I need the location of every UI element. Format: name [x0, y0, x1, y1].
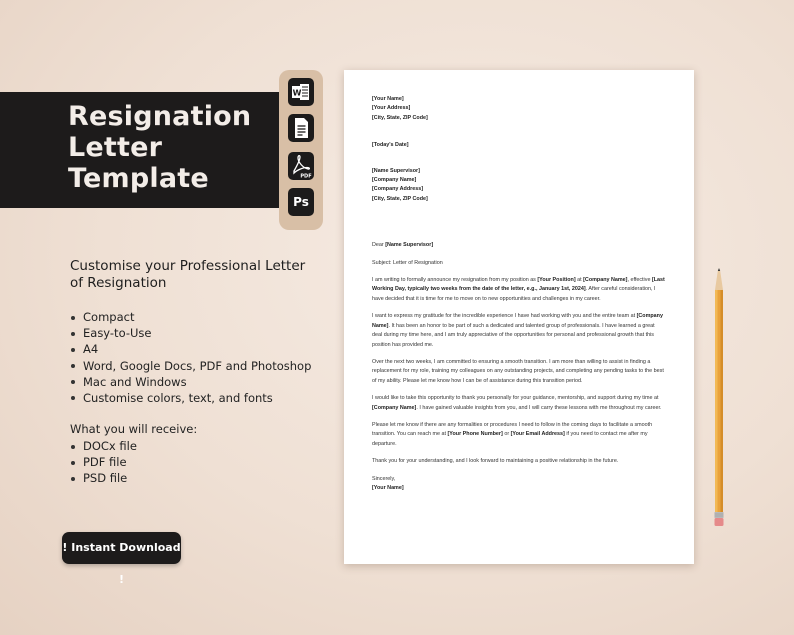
list-item: PSD file [70, 470, 137, 486]
title-line-1: Resignation [68, 101, 252, 132]
recipient-company: [Company Name] [372, 177, 417, 184]
features-list [70, 309, 311, 406]
recipient-address: [Company Address] [372, 186, 424, 193]
paragraph-3: Over the next two weeks, I am committed to ensuring a smooth transition. I am more than willing to assist in finding a replacement for my role, training my colleagues on any outstanding projects, and completing any pending tasks to the best of my ability. Please let me know how I can be of assistance during this transition period. [372, 358, 664, 384]
instant-download-button[interactable]: ! Instant Download ! [62, 532, 181, 564]
svg-text:PDF: PDF [300, 173, 312, 180]
page-title [68, 101, 288, 194]
google-docs-icon [288, 114, 314, 142]
letter-preview [344, 70, 694, 564]
title-line-3: Template [68, 163, 209, 194]
photoshop-icon: Ps [288, 188, 314, 216]
subtitle: Customise your Professional Letter of Resignation [70, 258, 306, 291]
list-item: Easy-to-Use [70, 325, 311, 341]
pencil-icon [713, 268, 725, 528]
closing: Sincerely, [372, 475, 396, 482]
sender-address: [Your Address] [372, 105, 411, 112]
paragraph-4: I would like to take this opportunity to thank you personally for your guidance, mentorship, and support during my time at [Company Name]. I have gained valuable insights from you, and I will carry these lessons with me throughout my career. [372, 395, 662, 411]
list-item: Mac and Windows [70, 374, 311, 390]
pdf-icon [288, 152, 314, 180]
list-item: A4 [70, 341, 311, 357]
list-item: Compact [70, 309, 311, 325]
receive-list [70, 438, 137, 487]
list-item: DOCx file [70, 438, 137, 454]
list-item: Word, Google Docs, PDF and Photoshop [70, 358, 311, 374]
list-item: Customise colors, text, and fonts [70, 390, 311, 406]
recipient-name: [Name Supervisor] [372, 167, 420, 174]
paragraph-2: I want to express my gratitude for the incredible experience I have had working with you and the entire team at [Company Name]. It has been an honor to be part of such a dedicated and talented group of professionals. I have learned a great deal during my time here, and I am truly appreciative of the opportunities for personal and professional growth that this position has provided me. [372, 313, 663, 348]
word-icon [288, 78, 314, 106]
signature: [Your Name] [372, 484, 404, 491]
paragraph-1: I am writing to formally announce my resignation from my position as [Your Position] at [Company Name], effective [Last Working Day, typically two weeks from the date of the letter, e.g., January 1st, 2024]. After careful consideration, I have decided that it is time for me to move on to new opportunities and challenges in my career. [372, 277, 665, 302]
svg-text:W: W [292, 88, 302, 98]
recipient-city: [City, State, ZIP Code] [372, 195, 428, 202]
paragraph-6: Thank you for your understanding, and I look forward to maintaining a positive relationship in the future. [372, 458, 619, 465]
title-line-2: Letter [68, 132, 163, 163]
subject-line: Subject: Letter of Resignation [372, 259, 443, 266]
sender-name: [Your Name] [372, 96, 404, 102]
list-item: PDF file [70, 454, 137, 470]
letter-body [372, 95, 666, 493]
letter-date: [Today's Date] [372, 142, 409, 149]
paragraph-5: Please let me know if there are any formalities or procedures I need to follow in the coming days to facilitate a smooth transition. You can reach me at [Your Phone Number] or [Your Email Address] if you need to contact me after my departure. [372, 421, 653, 447]
receive-heading: What you will receive: [70, 422, 198, 436]
sender-city: [City, State, ZIP Code] [372, 114, 428, 121]
greeting: Dear [Name Supervisor] [372, 242, 434, 249]
